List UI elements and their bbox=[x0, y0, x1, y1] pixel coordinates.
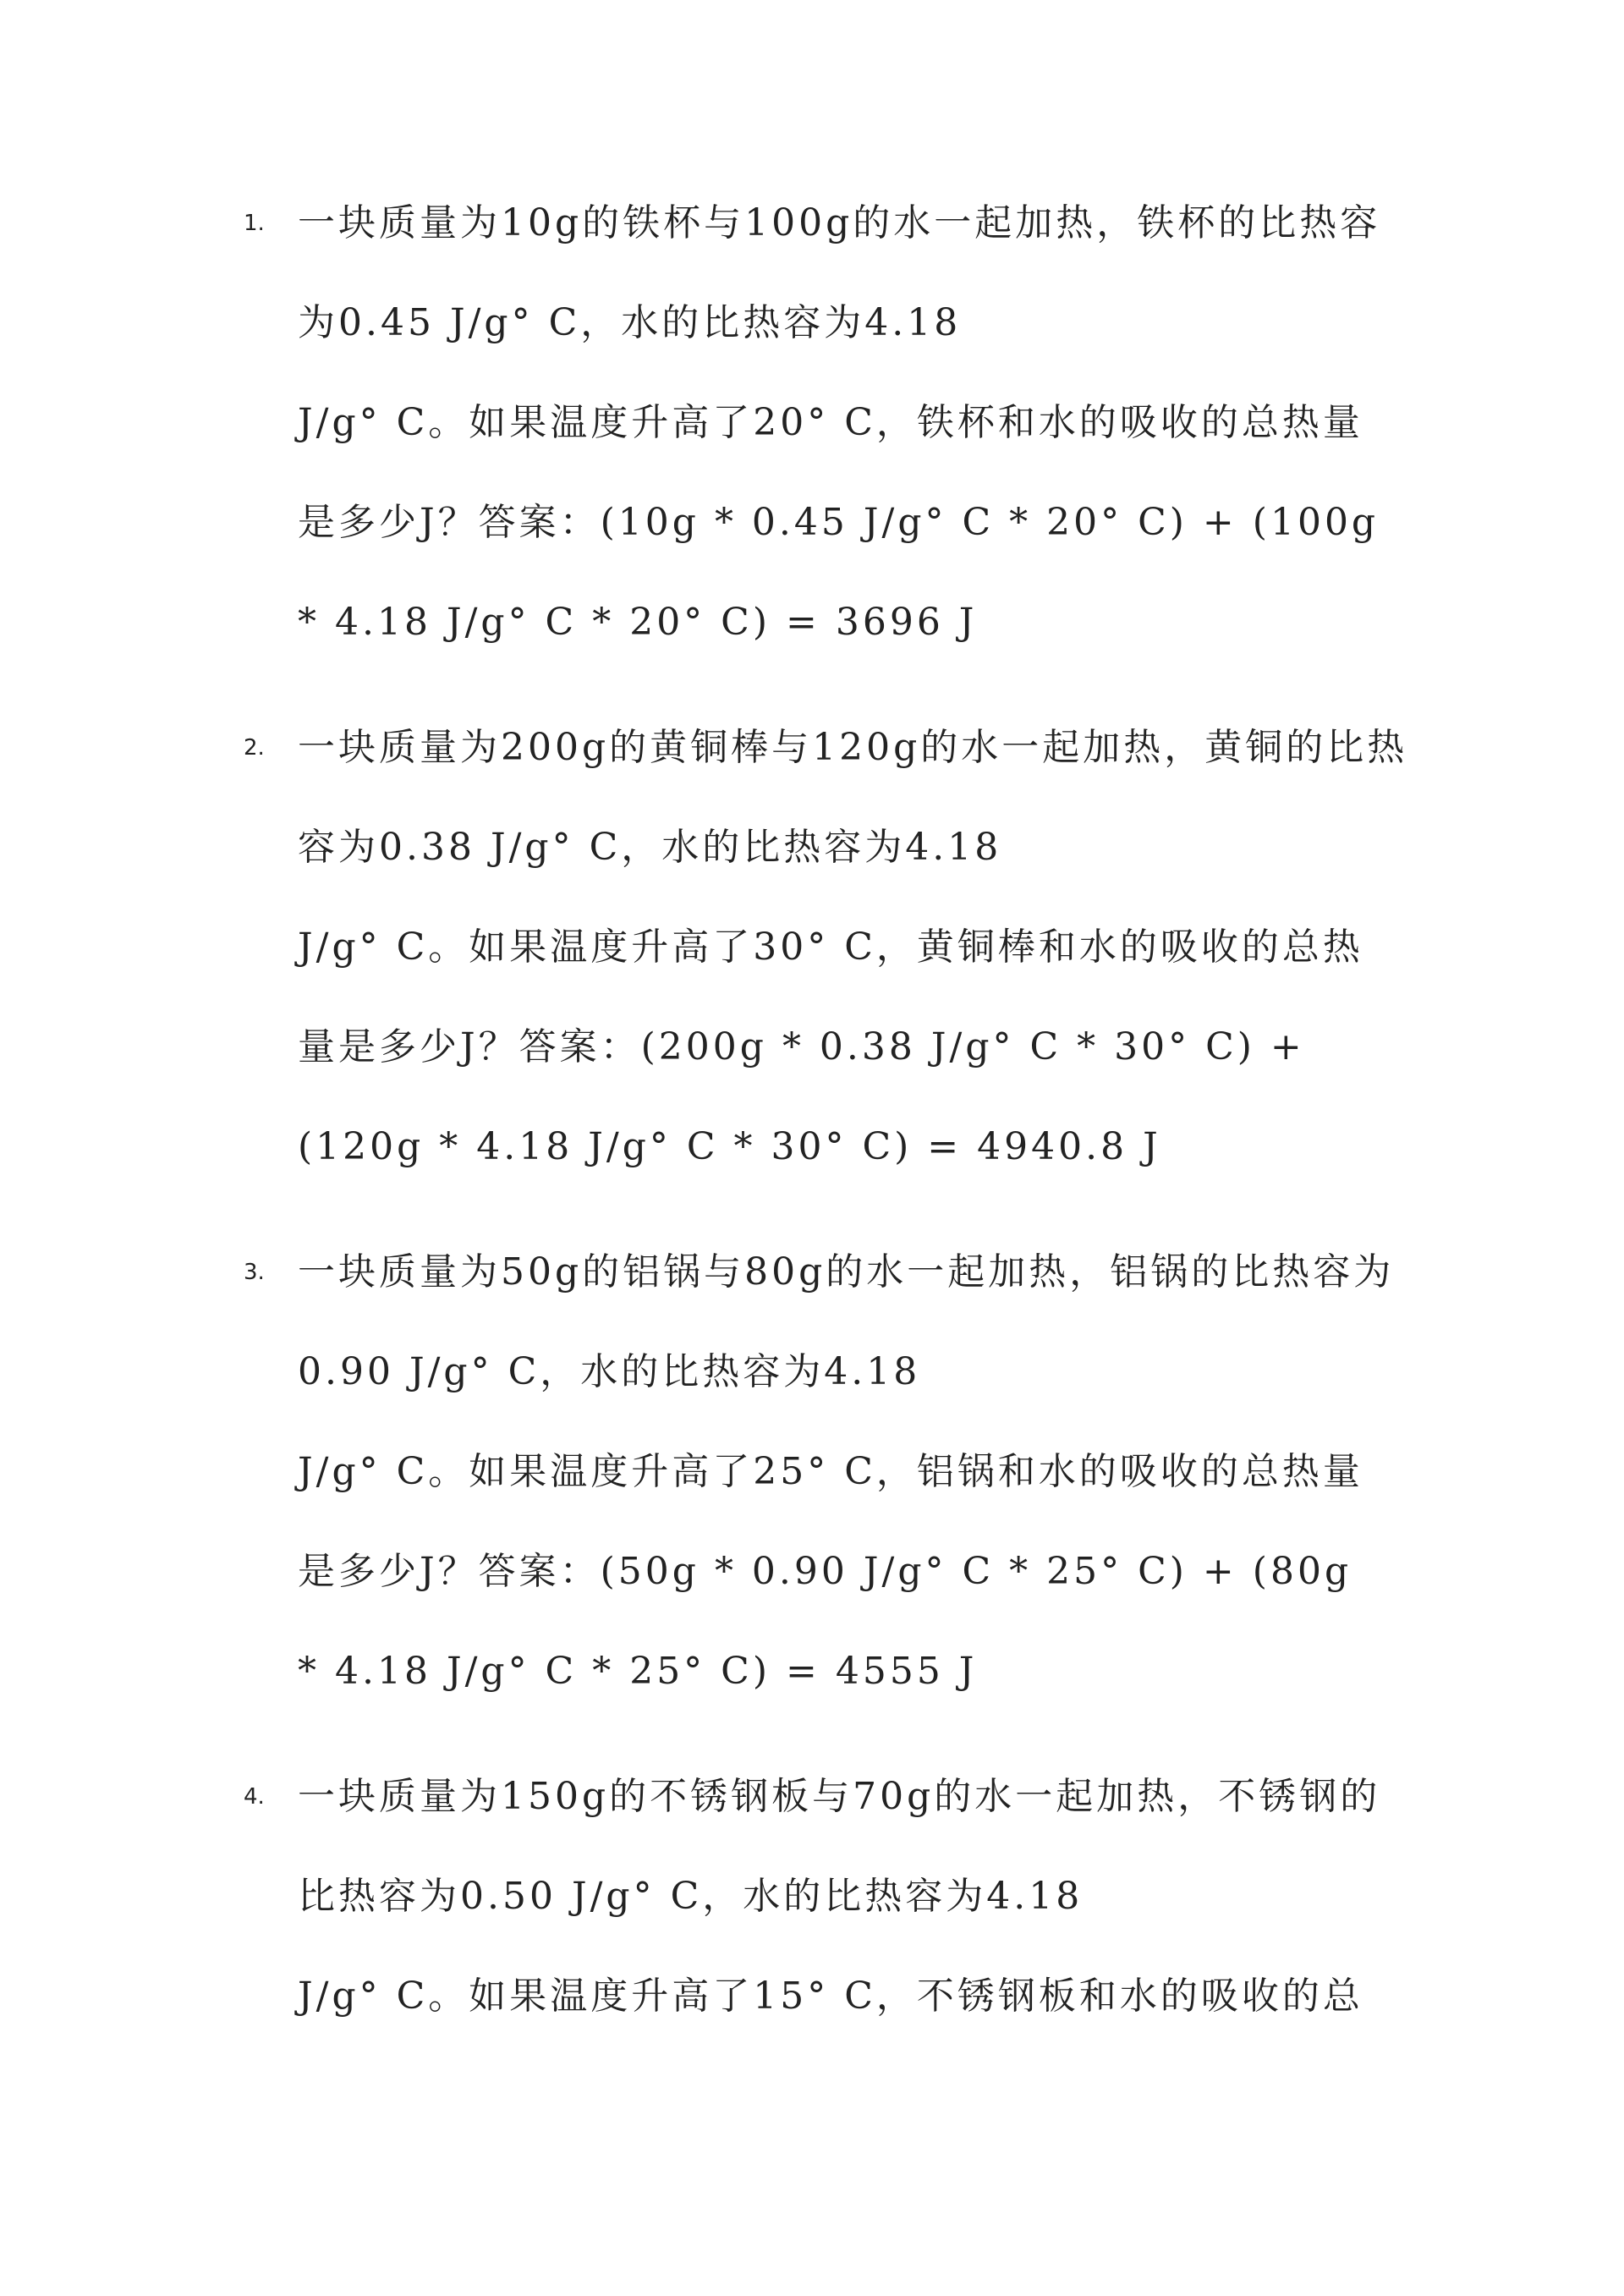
problem-text-line: J/g° C。如果温度升高了30° C，黄铜棒和水的吸收的总热 bbox=[298, 926, 1363, 969]
problem-text-line: 是多少J？答案：(50g * 0.90 J/g° C * 25° C) + (80g bbox=[298, 1550, 1352, 1593]
problem-text-line: J/g° C。如果温度升高了25° C，铝锅和水的吸收的总热量 bbox=[298, 1450, 1363, 1493]
problem-text-line: 一块质量为150g的不锈钢板与70g的水一起加热，不锈钢的 bbox=[298, 1775, 1381, 1818]
problem-text-line: 为0.45 J/g° C，水的比热容为4.18 bbox=[298, 301, 962, 344]
problem-text-line: * 4.18 J/g° C * 25° C) = 4555 J bbox=[298, 1650, 978, 1693]
problem-text-line: (120g * 4.18 J/g° C * 30° C) = 4940.8 J bbox=[298, 1125, 1161, 1168]
problem-text-line: 量是多少J？答案：(200g * 0.38 J/g° C * 30° C) + bbox=[298, 1025, 1305, 1068]
problem-text-line: 一块质量为200g的黄铜棒与120g的水一起加热，黄铜的比热 bbox=[298, 726, 1408, 769]
problem-text-line: 0.90 J/g° C，水的比热容为4.18 bbox=[298, 1350, 921, 1393]
problem-number: 2. bbox=[244, 735, 265, 761]
problem-text-line: 是多少J？答案：(10g * 0.45 J/g° C * 20° C) + (100g bbox=[298, 501, 1380, 544]
problem-text-line: J/g° C。如果温度升高了20° C，铁杯和水的吸收的总热量 bbox=[298, 401, 1363, 444]
problem-text-line: 比热容为0.50 J/g° C，水的比热容为4.18 bbox=[298, 1875, 1084, 1918]
problem-number: 1. bbox=[244, 211, 265, 236]
problem-text-line: 一块质量为50g的铝锅与80g的水一起加热，铝锅的比热容为 bbox=[298, 1250, 1395, 1294]
problem-text-line: 容为0.38 J/g° C，水的比热容为4.18 bbox=[298, 826, 1002, 869]
problem-number: 4. bbox=[244, 1784, 265, 1810]
problem-text-line: J/g° C。如果温度升高了15° C，不锈钢板和水的吸收的总 bbox=[298, 1975, 1363, 2018]
problem-number: 3. bbox=[244, 1260, 265, 1285]
problem-text-line: * 4.18 J/g° C * 20° C) = 3696 J bbox=[298, 601, 978, 644]
problem-text-line: 一块质量为10g的铁杯与100g的水一起加热，铁杯的比热容 bbox=[298, 201, 1381, 244]
